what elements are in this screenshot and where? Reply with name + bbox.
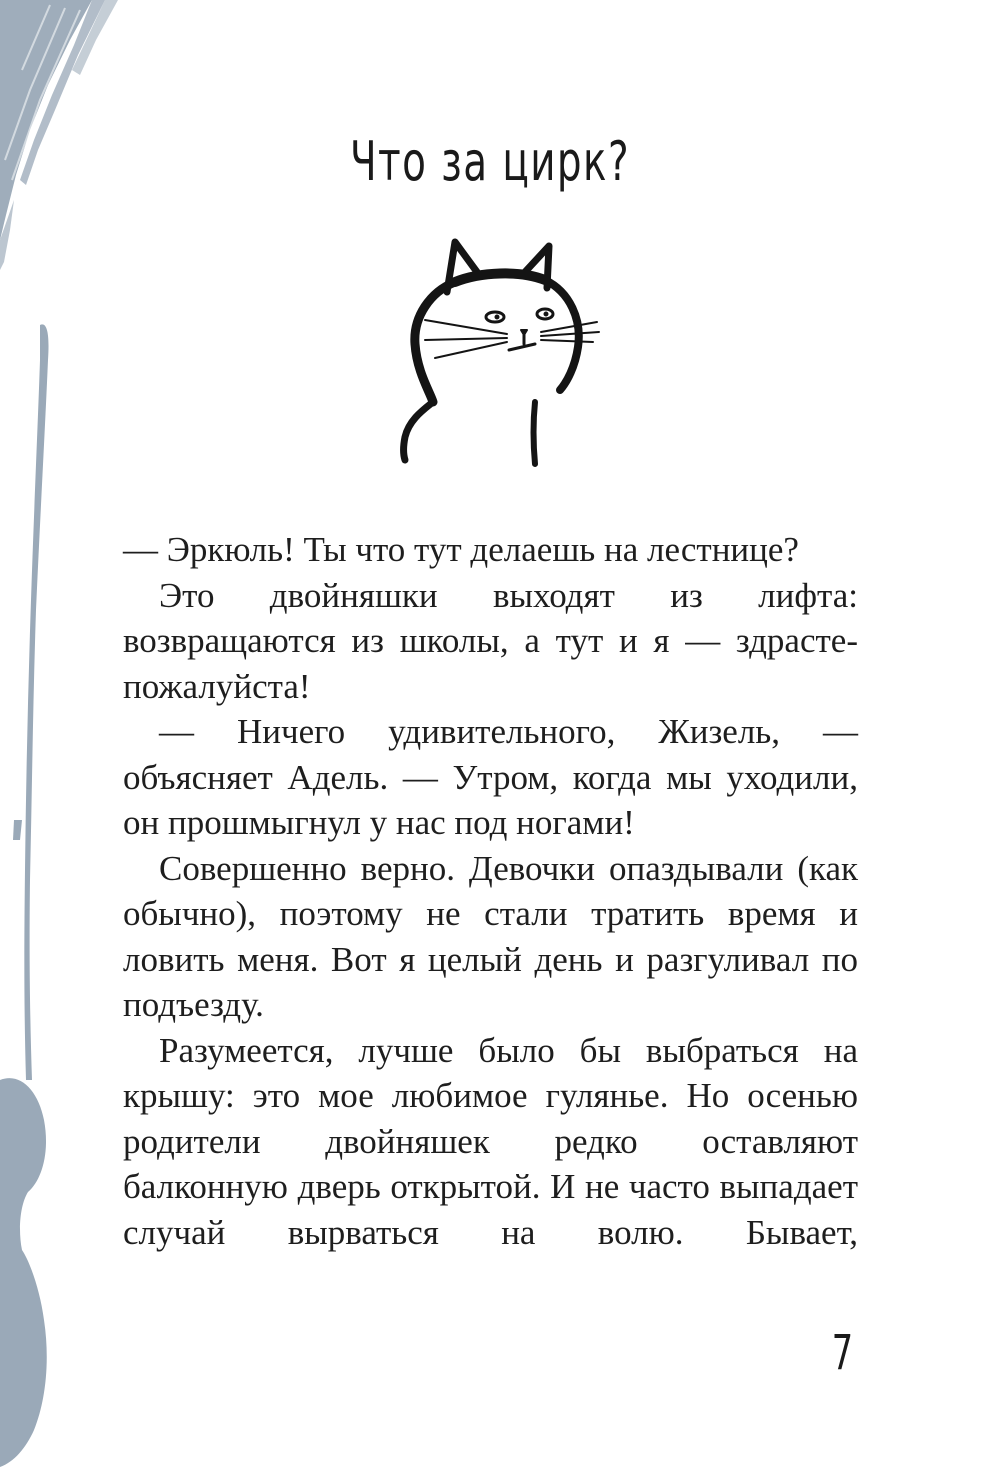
cat-icon xyxy=(385,232,615,472)
paragraph: — Ничего удивительного, Жизель, — объясняет Адель. — Утром, когда мы уходили, он прошмыгнул у нас под ногами! xyxy=(123,712,858,842)
chapter-title: Что за цирк? xyxy=(349,130,631,193)
paragraph: Это двойняшки выходят из лифта: возвращаются из школы, а тут и я — здрасте-пожалуйста! xyxy=(123,575,858,706)
body-text xyxy=(123,527,858,1255)
page-number: 7 xyxy=(831,1325,854,1381)
paragraph: Совершенно верно. Девочки опаздывали (как обычно), поэтому не стали тратить время и ловить меня. Вот я целый день и разгуливал по подъезду. xyxy=(123,848,858,1024)
paragraph: Разумеется, лучше было бы выбраться на крышу: это мое любимое гулянье. Но осенью родители двойняшек редко оставляют балконную дверь открытой. И не часто выпадает случай вырваться на волю. Бывает, xyxy=(123,1030,858,1252)
paragraph: — Эркюль! Ты что тут делаешь на лестнице? xyxy=(123,530,799,569)
